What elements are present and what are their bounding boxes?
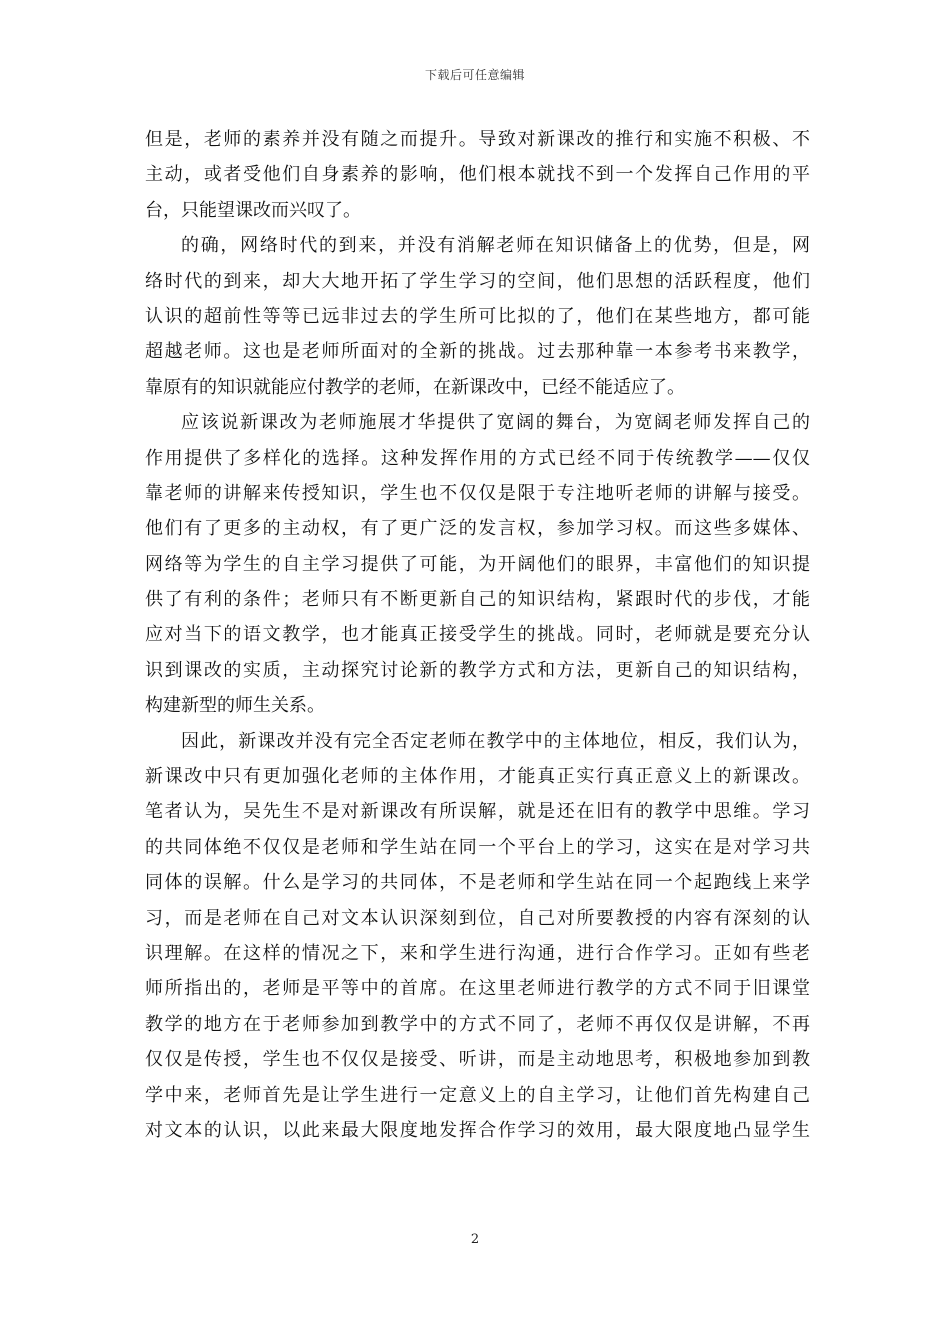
- page-header: 下载后可任意编辑: [424, 68, 525, 82]
- text-line: 应对当下的语文教学，也才能真正接受学生的挑战。同时，老师就是要充分认: [145, 624, 810, 646]
- text-line: 师所指出的，老师是平等中的首席。在这里老师进行教学的方式不同于旧课堂: [145, 978, 810, 1000]
- text-line: 新课改中只有更加强化老师的主体作用，才能真正实行真正意义上的新课改。: [145, 766, 810, 788]
- text-line: 构建新型的师生关系。: [145, 695, 325, 717]
- text-line: 因此，新课改并没有完全否定老师在教学中的主体地位，相反，我们认为，: [181, 730, 810, 752]
- text-line: 应该说新课改为老师施展才华提供了宽阔的舞台，为宽阔老师发挥自己的: [181, 412, 810, 434]
- page-number: 2: [470, 1232, 480, 1247]
- text-line: 作用提供了多样化的选择。这种发挥作用的方式已经不同于传统教学——仅仅: [145, 447, 810, 469]
- text-line: 习，而是老师在自己对文本认识深刻到位，自己对所要教授的内容有深刻的认: [145, 907, 810, 929]
- text-line: 台，只能望课改而兴叹了。: [145, 199, 361, 221]
- text-line: 对文本的认识，以此来最大限度地发挥合作学习的效用，最大限度地凸显学生: [145, 1119, 810, 1141]
- text-line: 笔者认为，吴先生不是对新课改有所误解，就是还在旧有的教学中思维。学习: [145, 801, 810, 823]
- text-line: 认识的超前性等等已远非过去的学生所可比拟的了，他们在某些地方，都可能: [145, 305, 810, 327]
- text-line: 的确，网络时代的到来，并没有消解老师在知识储备上的优势，但是，网: [181, 235, 810, 257]
- text-line: 主动，或者受他们自身素养的影响，他们根本就找不到一个发挥自己作用的平: [145, 164, 810, 186]
- text-line: 识到课改的实质，主动探究讨论新的教学方式和方法，更新自己的知识结构，: [145, 659, 810, 681]
- text-line: 学中来，老师首先是让学生进行一定意义上的自主学习，让他们首先构建自己: [145, 1084, 810, 1106]
- text-line: 靠老师的讲解来传授知识，学生也不仅仅是限于专注地听老师的讲解与接受。: [145, 482, 810, 504]
- text-line: 但是，老师的素养并没有随之而提升。导致对新课改的推行和实施不积极、不: [145, 129, 810, 150]
- document-body: [145, 122, 810, 1148]
- text-line: 靠原有的知识就能应付教学的老师，在新课改中，已经不能适应了。: [145, 376, 685, 398]
- text-line: 超越老师。这也是老师所面对的全新的挑战。过去那种靠一本参考书来教学，: [145, 341, 810, 363]
- text-line: 的共同体绝不仅仅是老师和学生站在同一个平台上的学习，这实在是对学习共: [145, 836, 810, 858]
- text-line: 他们有了更多的主动权，有了更广泛的发言权，参加学习权。而这些多媒体、: [145, 518, 810, 540]
- text-line: 网络等为学生的自主学习提供了可能，为开阔他们的眼界，丰富他们的知识提: [145, 553, 810, 575]
- text-line: 仅仅是传授，学生也不仅仅是接受、听讲，而是主动地思考，积极地参加到教: [145, 1049, 810, 1071]
- text-line: 教学的地方在于老师参加到教学中的方式不同了，老师不再仅仅是讲解，不再: [145, 1013, 810, 1035]
- text-line: 识理解。在这样的情况之下，来和学生进行沟通，进行合作学习。正如有些老: [145, 942, 810, 964]
- text-line: 供了有利的条件；老师只有不断更新自己的知识结构，紧跟时代的步伐，才能: [145, 589, 810, 611]
- text-line: 同体的误解。什么是学习的共同体，不是老师和学生站在同一个起跑线上来学: [145, 872, 810, 894]
- text-line: 络时代的到来，却大大地开拓了学生学习的空间，他们思想的活跃程度，他们: [145, 270, 810, 292]
